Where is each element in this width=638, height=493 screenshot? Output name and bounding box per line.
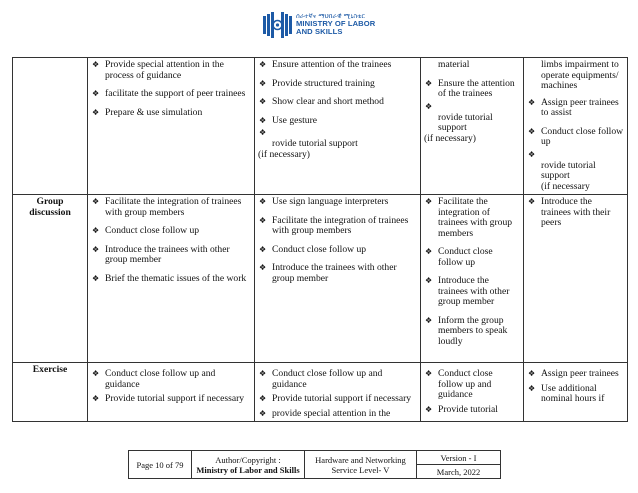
list-item: ❖ Provide tutorial support if necessary [91, 394, 251, 405]
list-item: ❖ Use gesture [258, 116, 417, 127]
document-title-line1: Hardware and Networking [315, 454, 406, 465]
table-cell [421, 58, 524, 195]
document-title-line2: Service Level- V [331, 464, 390, 475]
table-cell [524, 195, 628, 363]
page-number: Page 10 of 79 [129, 451, 192, 479]
list-item: ❖ Introduce the trainees with other group member [91, 245, 251, 266]
date-label: March, 2022 [417, 465, 501, 479]
list-item: ❖ Conduct close follow up [258, 245, 417, 256]
list-item-empty [424, 102, 520, 110]
cell-text: (if necessary [541, 180, 590, 192]
list-item: ❖ Introduce the trainees with other group member [424, 276, 520, 308]
list-item: ❖ Facilitate the integration of trainees with group members [91, 197, 251, 218]
list-item: ❖ Provide structured training [258, 79, 417, 90]
list-item: ❖ facilitate the support of peer trainees [91, 89, 251, 100]
author-cell [192, 451, 305, 479]
version-label: Version - I [417, 451, 501, 465]
logo-amharic-text: ሰራተኛና ማህበራዊ ሚኒስቴር [296, 12, 366, 20]
table-cell [255, 363, 421, 422]
list-item: ❖ Ensure attention of the trainees [258, 60, 417, 71]
cell-text: rovide tutorial [438, 111, 493, 123]
list-item: ❖ Facilitate the integration of trainees with group members [424, 197, 520, 239]
list-item: ❖ Conduct close follow up [424, 247, 520, 268]
list-item: ❖ Conduct close follow up [91, 226, 251, 237]
row-label-group-discussion: Group discussion [13, 195, 88, 363]
table-cell [88, 363, 255, 422]
list-item: ❖ Provide tutorial support if necessary [258, 394, 417, 405]
list-item: ❖ Ensure the attention of the trainees [424, 79, 520, 100]
table-row [13, 195, 628, 363]
table-cell [421, 195, 524, 363]
list-item: ❖ Provide tutorial [424, 405, 520, 416]
list-item: ❖ Introduce the trainees with other group member [258, 263, 417, 284]
table-cell [88, 58, 255, 195]
list-item: ❖ Conduct close follow up and guidance [424, 369, 520, 401]
cell-text: limbs impairment to operate equipments/ machines [541, 59, 619, 91]
list-item: ❖ provide special attention in the [258, 409, 417, 420]
ministry-emblem-icon [262, 10, 293, 40]
table-cell [88, 195, 255, 363]
cell-text: support [438, 122, 467, 133]
table-row [13, 363, 628, 422]
document-title-cell [305, 451, 417, 479]
list-item-empty [527, 150, 624, 158]
list-item-empty [258, 128, 417, 136]
table-cell [255, 58, 421, 195]
list-item: ❖ Facilitate the integration of trainees with group members [258, 216, 417, 237]
table-cell [524, 58, 628, 195]
author-label: Author/Copyright : [215, 454, 281, 465]
page-footer [128, 450, 501, 479]
list-item: ❖ Prepare & use simulation [91, 108, 251, 119]
cell-text: (if necessary) [424, 132, 476, 144]
cell-text: (if necessary) [258, 148, 310, 160]
instruction-strategy-table [12, 57, 628, 422]
list-item: ❖ Introduce the trainees with their peers [527, 197, 624, 229]
row-label-exercise: Exercise [13, 363, 88, 422]
list-item: ❖ Inform the group members to speak loudly [424, 316, 520, 348]
table-row [13, 58, 628, 195]
author-name: Ministry of Labor and Skills [196, 464, 300, 475]
list-item: ❖ Conduct close follow up and guidance [91, 369, 251, 390]
list-item: ❖ Show clear and short method [258, 97, 417, 108]
table-cell [255, 195, 421, 363]
logo-title-line1: MINISTRY OF LABOR [296, 19, 376, 28]
list-item: ❖ Provide special attention in the process of guidance [91, 60, 251, 81]
table-cell [524, 363, 628, 422]
list-item: ❖ Use additional nominal hours if [527, 384, 624, 405]
row-label-cell [13, 58, 88, 195]
cell-text: rovide tutorial support [272, 138, 358, 149]
list-item: ❖ Assign peer trainees to assist [527, 98, 624, 119]
list-item: ❖ Assign peer trainees [527, 369, 624, 380]
table-cell [421, 363, 524, 422]
list-item: ❖ Use sign language interpreters [258, 197, 417, 208]
list-item: ❖ Brief the thematic issues of the work [91, 274, 251, 285]
list-item: ❖ Conduct close follow up and guidance [258, 369, 417, 390]
cell-text: support [541, 170, 570, 181]
ministry-logo [262, 9, 412, 41]
cell-text: material [438, 59, 470, 70]
logo-title-line2: AND SKILLS [296, 27, 343, 36]
cell-text: rovide tutorial [541, 159, 596, 171]
list-item: ❖ Conduct close follow up [527, 127, 624, 148]
